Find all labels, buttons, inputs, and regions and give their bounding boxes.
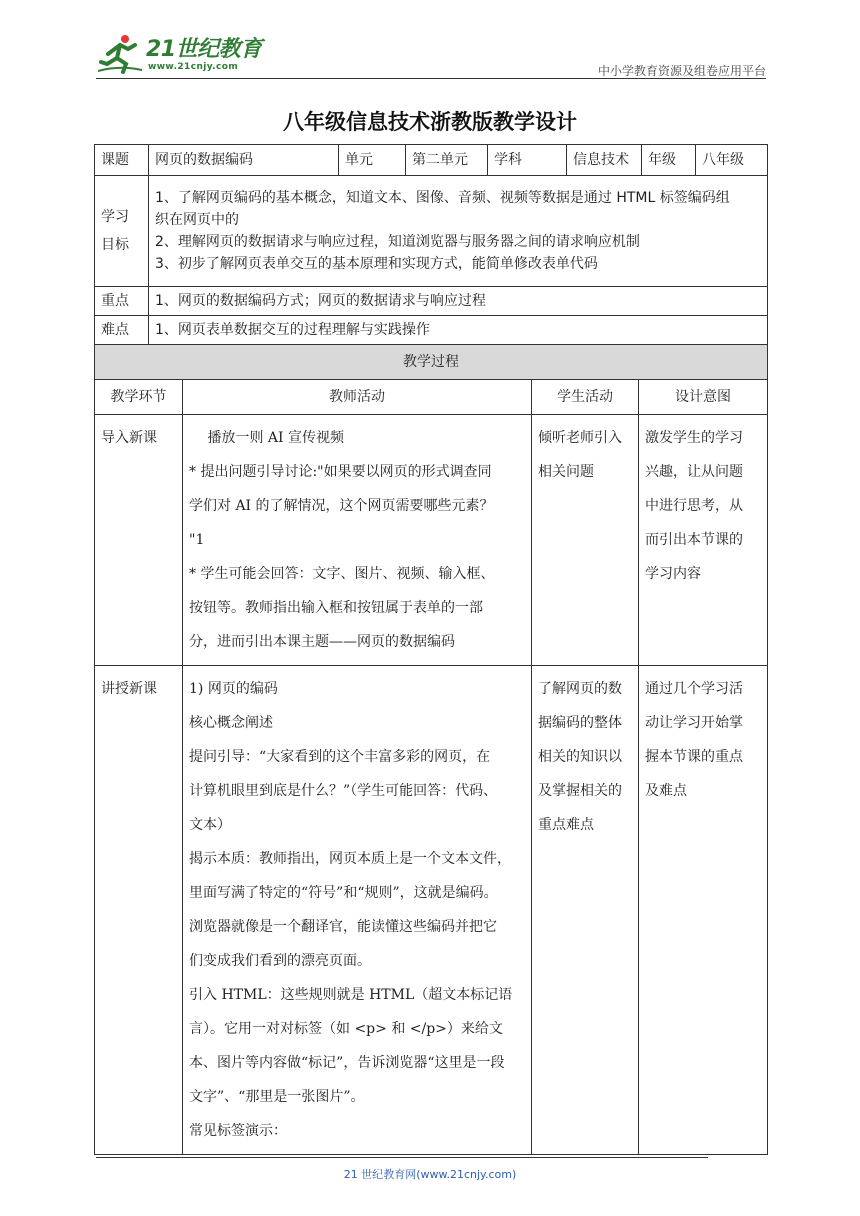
- stage-cell: [95, 666, 183, 1155]
- lesson-info-table: [94, 144, 768, 345]
- teacher-line: 播放一则 AI 宣传视频: [189, 430, 344, 446]
- teacher-line: 按钮等。教师指出输入框和按钮属于表单的一部: [189, 600, 483, 616]
- site-logo[interactable]: [96, 30, 276, 80]
- student-line: 及掌握相关的: [538, 783, 622, 799]
- student-line: 了解网页的数: [538, 681, 622, 697]
- student-line: 倾听老师引入: [538, 430, 622, 446]
- objective-line: 织在网页中的: [155, 212, 239, 228]
- grade-label: 年级: [642, 145, 696, 176]
- column-header: 学生活动: [532, 380, 639, 415]
- teacher-line: 文字”、“那里是一张图片”。: [189, 1089, 365, 1105]
- objective-line: 1、了解网页编码的基本概念，知道文本、图像、音频、视频等数据是通过 HTML 标签编码组: [155, 190, 730, 206]
- stage-name: 讲授新课: [101, 681, 157, 697]
- teacher-line: 们变成我们看到的漂亮页面。: [189, 953, 371, 969]
- footer-link[interactable]: 21 世纪教育网(www.21cnjy.com): [343, 1168, 517, 1181]
- intent-line: 动让学习开始掌: [645, 715, 743, 731]
- subject-value: 信息技术: [567, 145, 642, 176]
- objectives-label-line: 学习: [101, 209, 129, 225]
- platform-name: 中小学教育资源及组卷应用平台: [597, 64, 766, 78]
- teacher-activity-cell: [183, 415, 532, 666]
- key-points-label: 重点: [95, 287, 149, 316]
- teacher-line: 核心概念阐述: [189, 715, 273, 731]
- objective-line: 2、理解网页的数据请求与响应过程，知道浏览器与服务器之间的请求响应机制: [155, 234, 640, 250]
- student-line: 相关的知识以: [538, 749, 622, 765]
- objective-line: 3、初步了解网页表单交互的基本原理和实现方式，能简单修改表单代码: [155, 256, 598, 272]
- teacher-line: * 提出问题引导讨论:"如果要以网页的形式调查同: [189, 464, 492, 480]
- design-intent-cell: [639, 415, 768, 666]
- student-activity-cell: [532, 415, 639, 666]
- footer-divider: [96, 1157, 708, 1158]
- teacher-line: 本、图片等内容做“标记”，告诉浏览器“这里是一段: [189, 1055, 505, 1071]
- table-row: [95, 666, 768, 1155]
- topic-value: 网页的数据编码: [149, 145, 339, 176]
- runner-icon: [98, 34, 142, 74]
- teacher-line: 里面写满了特定的“符号”和“规则”，这就是编码。: [189, 885, 498, 901]
- stage-cell: [95, 415, 183, 666]
- table-row: [95, 415, 768, 666]
- design-intent-cell: [639, 666, 768, 1155]
- teacher-line: 分，进而引出本课主题——网页的数据编码: [189, 634, 455, 650]
- topic-label: 课题: [95, 145, 149, 176]
- teacher-activity-cell: [183, 666, 532, 1155]
- teaching-process-table: [94, 344, 768, 1155]
- column-header: 教师活动: [183, 380, 532, 415]
- student-line: 重点难点: [538, 817, 594, 833]
- teacher-line: 揭示本质：教师指出，网页本质上是一个文本文件，: [189, 851, 511, 867]
- logo-url: www.21cnjy.com: [148, 62, 239, 72]
- intent-line: 握本节课的重点: [645, 749, 743, 765]
- objectives-content: [149, 176, 768, 287]
- teacher-line: 浏览器就像是一个翻译官，能读懂这些编码并把它: [189, 919, 497, 935]
- difficulty-label: 难点: [95, 316, 149, 345]
- stage-name: 导入新课: [101, 430, 157, 446]
- key-points-content: 1、网页的数据编码方式；网页的数据请求与响应过程: [149, 287, 768, 316]
- teacher-line: * 学生可能会回答：文字、图片、视频、输入框、: [189, 566, 495, 582]
- objectives-label: [95, 176, 149, 287]
- intent-line: 激发学生的学习: [645, 430, 743, 446]
- page-header: [96, 30, 766, 80]
- teacher-line: 常见标签演示：: [189, 1123, 287, 1139]
- document-title: 八年级信息技术浙教版教学设计: [283, 110, 577, 134]
- intent-line: 学习内容: [645, 566, 701, 582]
- section-heading: 教学过程: [95, 345, 768, 380]
- intent-line: 而引出本节课的: [645, 532, 743, 548]
- grade-value: 八年级: [696, 145, 768, 176]
- subject-label: 学科: [488, 145, 567, 176]
- objectives-label-line: 目标: [101, 237, 129, 253]
- unit-value: 第二单元: [406, 145, 488, 176]
- teacher-line: 文本）: [189, 817, 231, 833]
- column-header: 教学环节: [95, 380, 183, 415]
- intent-line: 兴趣，让从问题: [645, 464, 743, 480]
- column-header: 设计意图: [639, 380, 768, 415]
- intent-line: 及难点: [645, 783, 687, 799]
- logo-text: 21世纪教育: [146, 37, 262, 62]
- student-activity-cell: [532, 666, 639, 1155]
- teacher-line: 1) 网页的编码: [189, 681, 278, 697]
- header-divider: [96, 78, 766, 79]
- teacher-line: 言）。它用一对对标签（如 <p> 和 </p>）来给文: [189, 1021, 503, 1037]
- student-line: 相关问题: [538, 464, 594, 480]
- difficulty-content: 1、网页表单数据交互的过程理解与实践操作: [149, 316, 768, 345]
- student-line: 据编码的整体: [538, 715, 622, 731]
- intent-line: 中进行思考，从: [645, 498, 743, 514]
- teacher-line: "1: [189, 532, 205, 548]
- unit-label: 单元: [339, 145, 406, 176]
- intent-line: 通过几个学习活: [645, 681, 743, 697]
- teacher-line: 引入 HTML：这些规则就是 HTML（超文本标记语: [189, 987, 513, 1003]
- teacher-line: 提问引导：“大家看到的这个丰富多彩的网页，在: [189, 749, 491, 765]
- teacher-line: 学们对 AI 的了解情况，这个网页需要哪些元素？: [189, 498, 494, 514]
- teacher-line: 计算机眼里到底是什么？”（学生可能回答：代码、: [189, 783, 498, 799]
